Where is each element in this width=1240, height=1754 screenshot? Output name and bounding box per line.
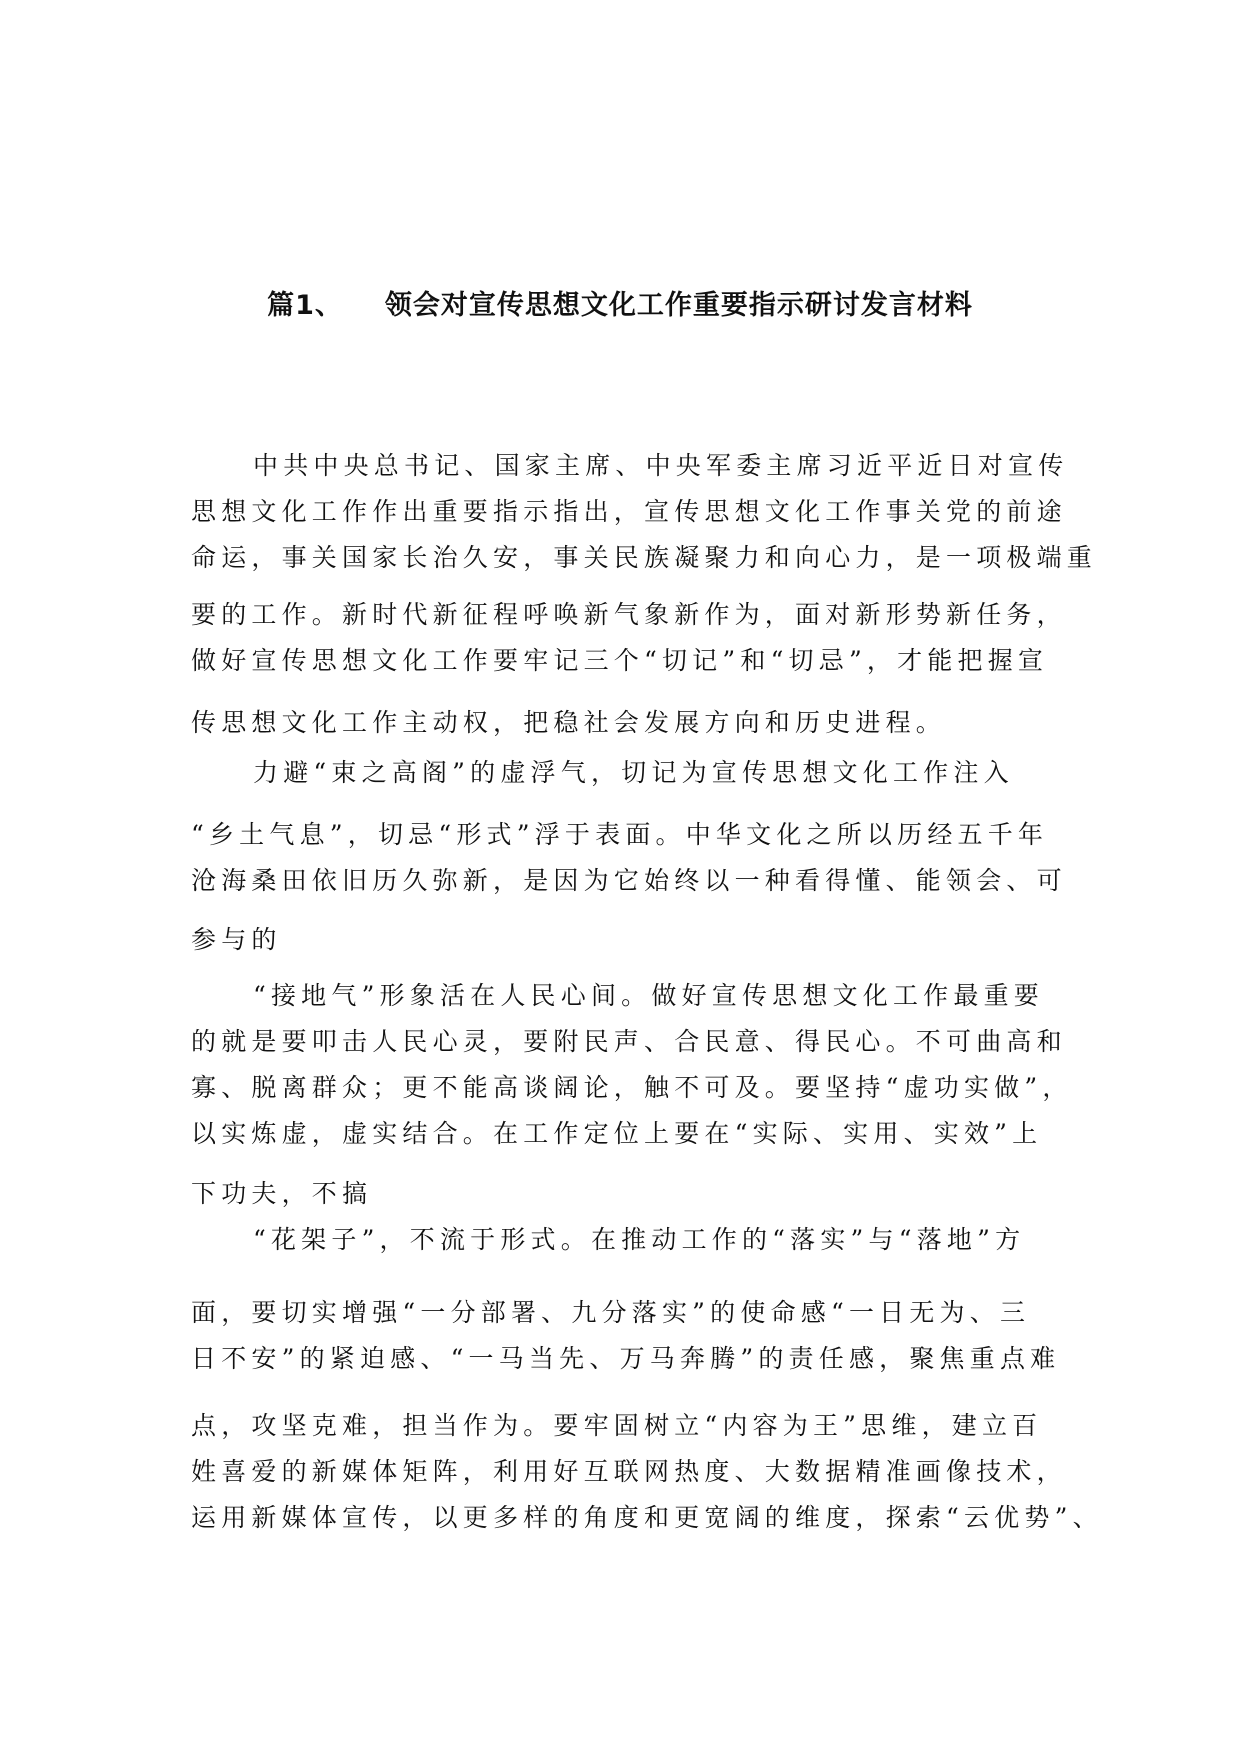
text-line: “乡土气息”，切忌“形式”浮于表面。中华文化之所以历经五千年 [191,820,1049,849]
text-line: 思想文化工作作出重要指示指出，宣传思想文化工作事关党的前途 [191,497,1067,526]
text-line: 做好宣传思想文化工作要牢记三个“切记”和“切忌”，才能把握宣 [191,646,1049,675]
text-line: 参与的 [191,925,282,954]
text-line: “接地气”形象活在人民心间。做好宣传思想文化工作最重要 [253,981,1044,1010]
text-line: 命运，事关国家长治久安，事关民族凝聚力和向心力，是一项极端重 [191,543,1098,572]
title-text: 领会对宣传思想文化工作重要指示研讨发言材料 [384,290,973,321]
text-line: 的就是要叩击人民心灵，要附民声、合民意、得民心。不可曲高和 [191,1027,1067,1056]
text-line: 姓喜爱的新媒体矩阵，利用好互联网热度、大数据精准画像技术， [191,1457,1067,1486]
text-line: 沧海桑田依旧历久弥新，是因为它始终以一种看得懂、能领会、可 [191,866,1067,895]
text-line: 点，攻坚克难，担当作为。要牢固树立“内容为王”思维，建立百 [191,1411,1043,1440]
text-line: 力避“束之高阁”的虚浮气，切记为宣传思想文化工作注入 [253,758,1014,787]
text-line: 下功夫，不搞 [191,1179,373,1208]
text-line: “花架子”，不流于形式。在推动工作的“落实”与“落地”方 [253,1225,1026,1254]
title-number: 篇1、 [267,290,343,321]
text-line: 中共中央总书记、国家主席、中央军委主席习近平近日对宣传 [253,451,1069,480]
text-line: 寡、脱离群众；更不能高谈阔论，触不可及。要坚持“虚功实做”， [191,1073,1073,1102]
text-line: 以实炼虚，虚实结合。在工作定位上要在“实际、实用、实效”上 [191,1119,1043,1148]
document-title [0,286,1240,326]
text-line: 要的工作。新时代新征程呼唤新气象新作为，面对新形势新任务， [191,600,1067,629]
text-line: 传思想文化工作主动权，把稳社会发展方向和历史进程。 [191,708,947,737]
text-line: 运用新媒体宣传，以更多样的角度和更宽阔的维度，探索“云优势”、 [191,1503,1103,1532]
text-line: 面，要切实增强“一分部署、九分落实”的使命感“一日无为、三 [191,1298,1031,1327]
text-line: 日不安”的紧迫感、“一马当先、万马奔腾”的责任感，聚焦重点难 [191,1344,1061,1373]
